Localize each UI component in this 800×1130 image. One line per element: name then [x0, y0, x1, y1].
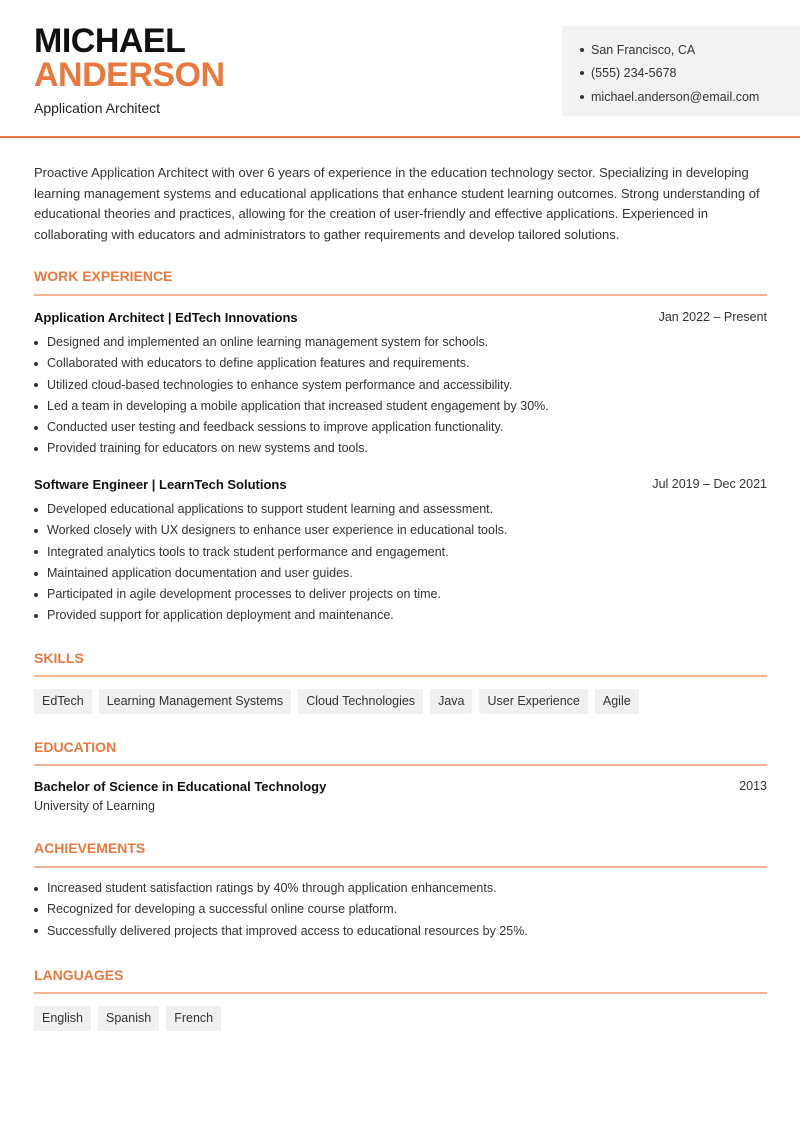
job-entry-dates: Jan 2022 – Present — [658, 310, 767, 324]
first-name: MICHAEL — [34, 22, 186, 60]
education-year: 2013 — [739, 779, 767, 793]
bullet-icon — [34, 426, 38, 430]
list-item: Conducted user testing and feedback sessions to improve application functionality. — [34, 417, 769, 438]
skill-tag: Agile — [595, 689, 639, 714]
bullet-icon — [580, 95, 584, 99]
section-title-skills: SKILLS — [34, 650, 84, 666]
section-title-work-experience: WORK EXPERIENCE — [34, 268, 173, 284]
section-divider — [34, 675, 767, 677]
skill-tag: Java — [430, 689, 472, 714]
skill-tag: EdTech — [34, 689, 92, 714]
bullet-icon — [34, 614, 38, 618]
language-tags — [34, 1006, 221, 1031]
list-item: Led a team in developing a mobile application that increased student engagement by 30%. — [34, 396, 769, 417]
job-entry-bullets — [34, 332, 769, 460]
education-degree: Bachelor of Science in Educational Technology — [34, 779, 327, 794]
job-entry-title: Software Engineer | LearnTech Solutions — [34, 477, 287, 492]
bullet-icon — [580, 71, 584, 75]
language-tag: English — [34, 1006, 91, 1031]
job-entry-dates: Jul 2019 – Dec 2021 — [652, 477, 767, 491]
language-tag: French — [166, 1006, 221, 1031]
skill-tag: User Experience — [479, 689, 587, 714]
bullet-icon — [34, 341, 38, 345]
skill-tag: Cloud Technologies — [298, 689, 423, 714]
skill-tag: Learning Management Systems — [99, 689, 291, 714]
job-entry-title: Application Architect | EdTech Innovations — [34, 310, 298, 325]
bullet-icon — [34, 929, 38, 933]
list-item: Collaborated with educators to define application features and requirements. — [34, 353, 769, 374]
list-item: Developed educational applications to support student learning and assessment. — [34, 499, 769, 520]
list-item: Recognized for developing a successful online course platform. — [34, 899, 769, 920]
list-item: Provided support for application deployment and maintenance. — [34, 605, 769, 626]
education-school: University of Learning — [34, 799, 155, 813]
bullet-icon — [34, 572, 38, 576]
last-name: ANDERSON — [34, 56, 225, 94]
list-item: Utilized cloud-based technologies to enhance system performance and accessibility. — [34, 375, 769, 396]
contact-location — [580, 38, 800, 62]
resume-header — [0, 0, 800, 138]
phone-text: (555) 234-5678 — [591, 66, 677, 81]
skills-tags — [34, 689, 639, 714]
contact-email[interactable] — [580, 85, 800, 109]
bullet-icon — [34, 593, 38, 597]
list-item: Maintained application documentation and user guides. — [34, 563, 769, 584]
professional-summary: Proactive Application Architect with over 6 years of experience in the education technology sector. Specializing in developing learning management systems and educational applications that enhance student learning outcomes. Strong understanding of educational theories and practices, allowing for the creation of user-friendly and effective applications. Experienced in collaborating with educators and administrators to gather requirements and develop tailored solutions. — [34, 165, 760, 243]
list-item: Increased student satisfaction ratings by 40% through application enhancements. — [34, 878, 769, 899]
bullet-icon — [34, 550, 38, 554]
section-title-languages: LANGUAGES — [34, 967, 124, 983]
section-title-achievements: ACHIEVEMENTS — [34, 840, 146, 856]
list-item: Provided training for educators on new systems and tools. — [34, 438, 769, 459]
bullet-icon — [34, 362, 38, 366]
location-text: San Francisco, CA — [591, 42, 696, 57]
list-item: Designed and implemented an online learning management system for schools. — [34, 332, 769, 353]
section-title-education: EDUCATION — [34, 739, 117, 755]
section-divider — [34, 294, 767, 296]
list-item: Participated in agile development processes to deliver projects on time. — [34, 584, 769, 605]
list-item: Integrated analytics tools to track student performance and engagement. — [34, 542, 769, 563]
bullet-icon — [34, 383, 38, 387]
contact-phone — [580, 62, 800, 86]
bullet-icon — [34, 447, 38, 451]
section-divider — [34, 992, 767, 994]
bullet-icon — [34, 508, 38, 512]
language-tag: Spanish — [98, 1006, 159, 1031]
email-text[interactable]: michael.anderson@email.com — [591, 89, 760, 104]
section-divider — [34, 866, 767, 868]
achievements-list — [34, 878, 769, 942]
job-title: Application Architect — [34, 100, 161, 116]
section-divider — [34, 764, 767, 766]
bullet-icon — [580, 48, 584, 52]
bullet-icon — [34, 887, 38, 891]
list-item: Successfully delivered projects that improved access to educational resources by 25%. — [34, 921, 769, 942]
list-item: Worked closely with UX designers to enhance user experience in educational tools. — [34, 520, 769, 541]
bullet-icon — [34, 405, 38, 409]
bullet-icon — [34, 908, 38, 912]
job-entry-bullets — [34, 499, 769, 627]
bullet-icon — [34, 529, 38, 533]
contact-box — [562, 26, 800, 116]
